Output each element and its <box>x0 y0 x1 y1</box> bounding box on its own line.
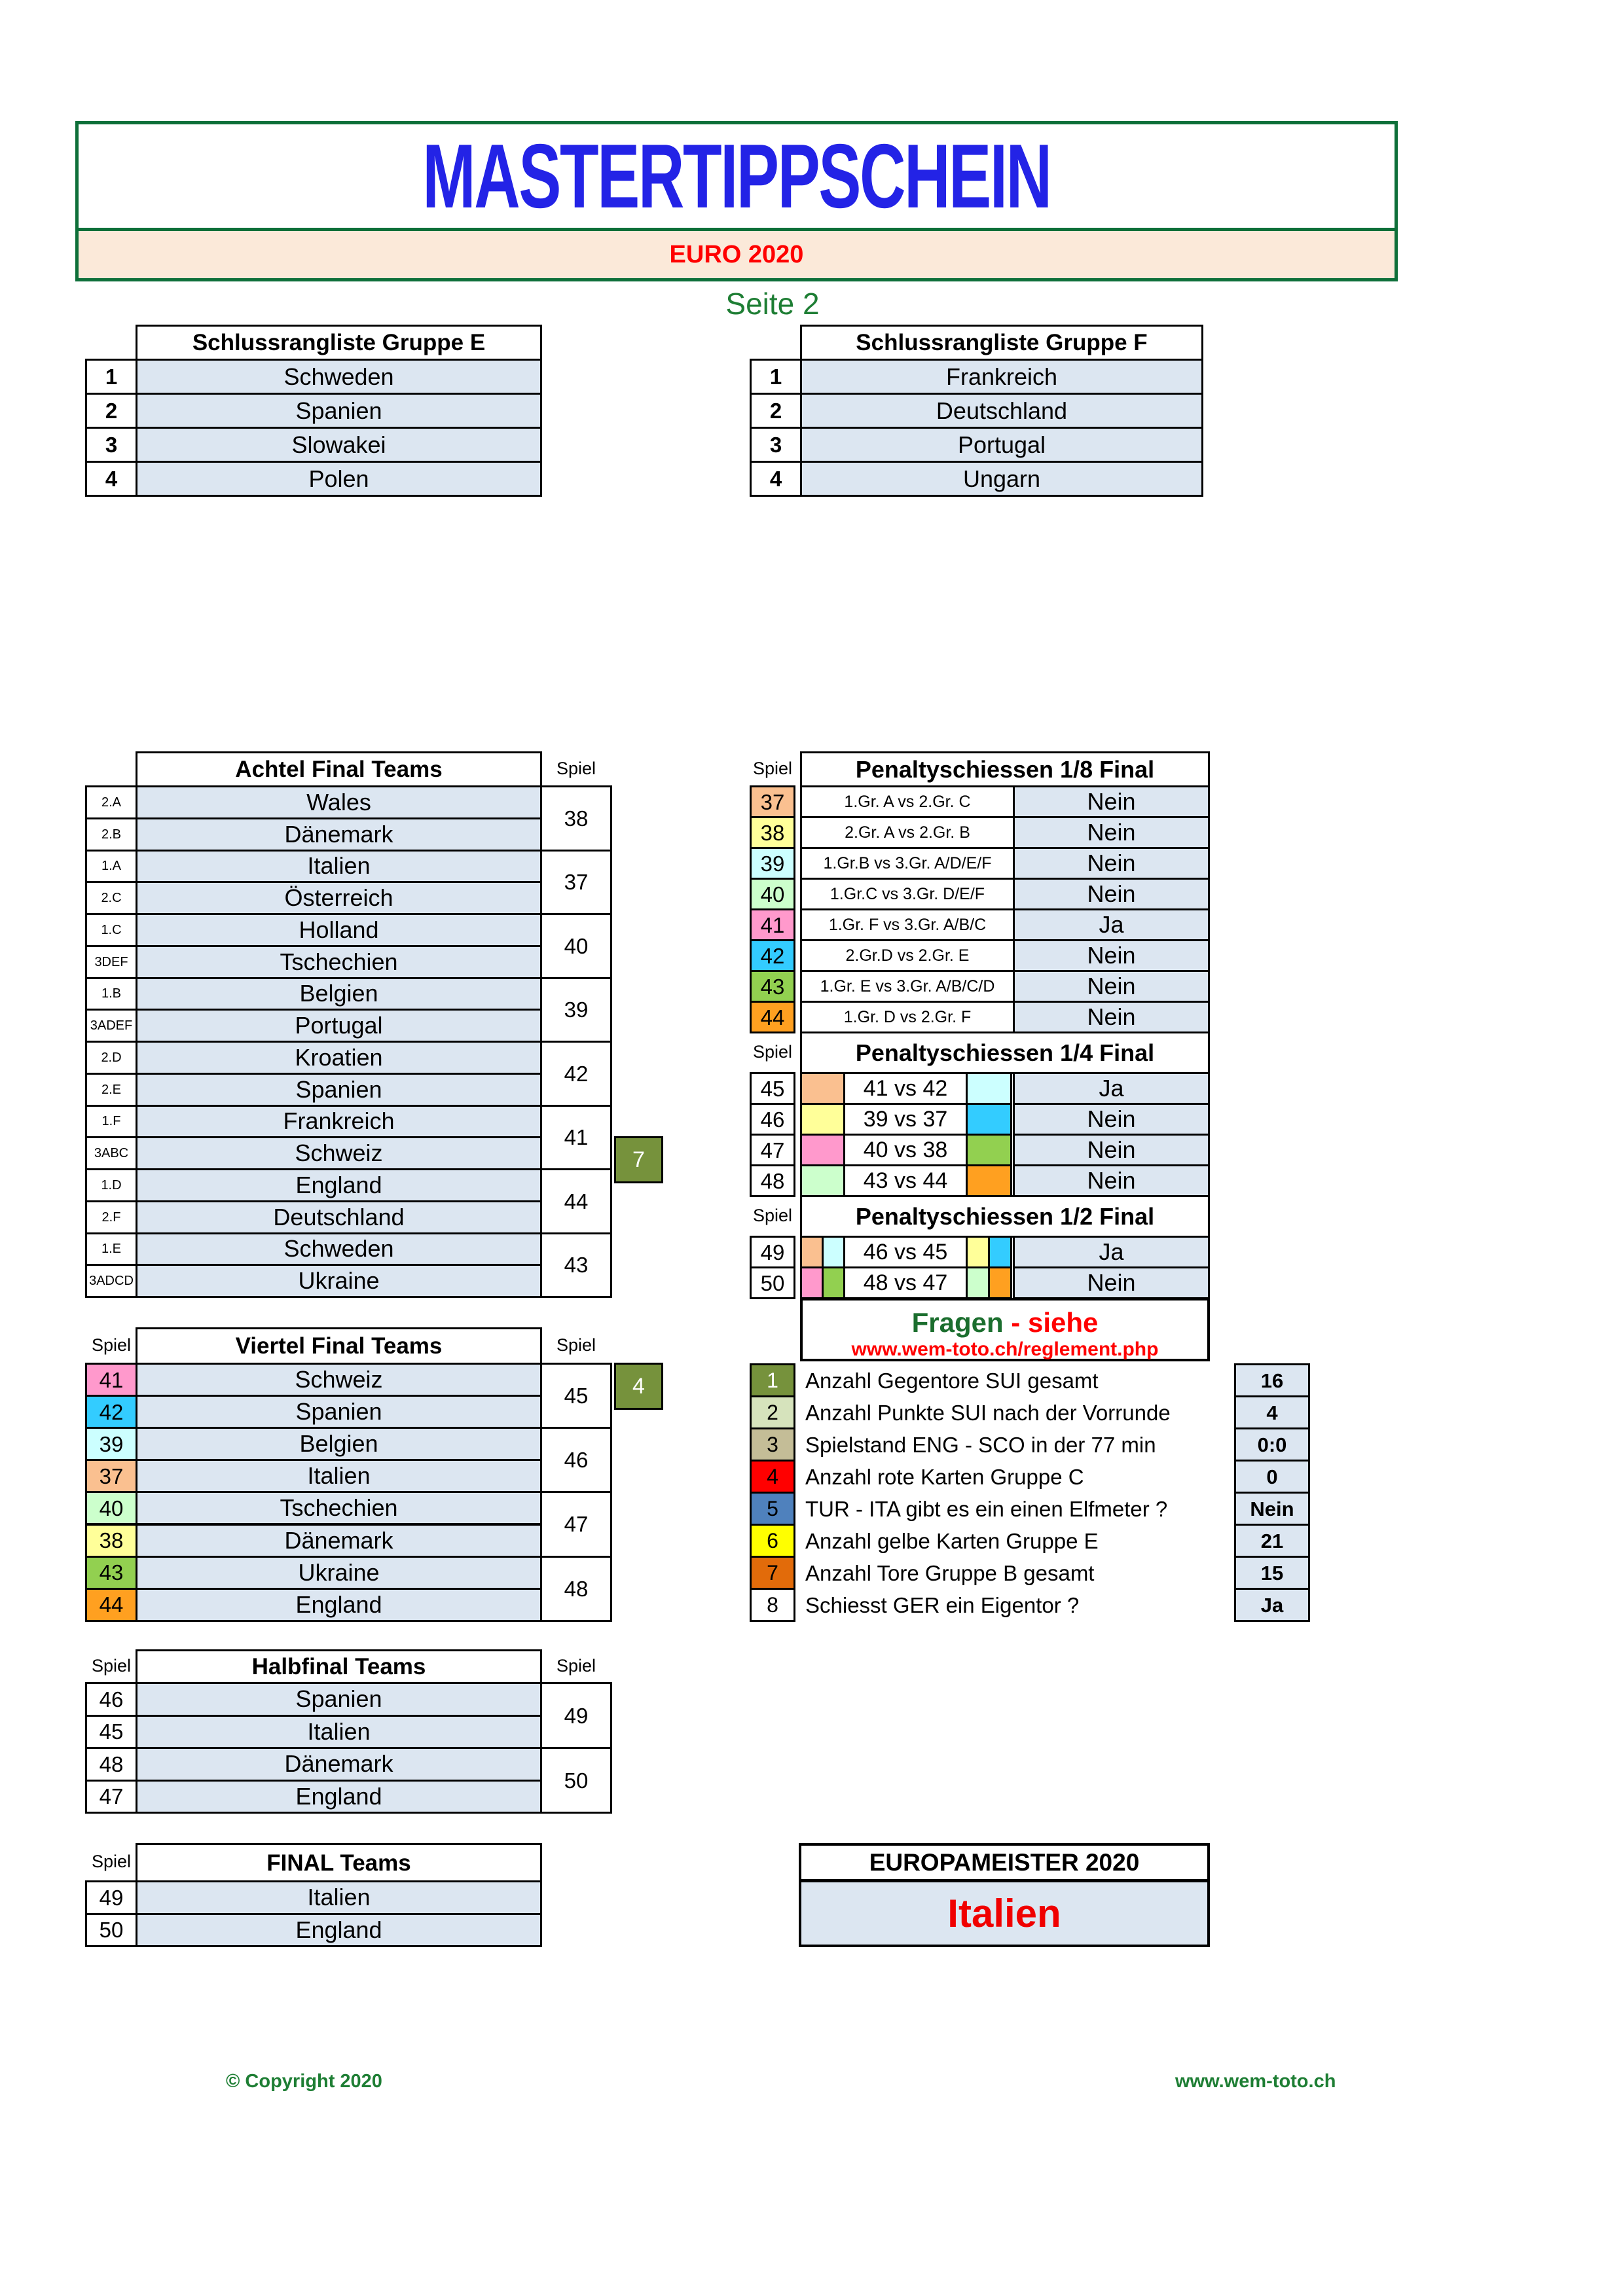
color-swatch <box>988 1236 1012 1268</box>
fragen-heading-red: - siehe <box>1003 1307 1099 1338</box>
question-text: Anzahl Punkte SUI nach der Vorrunde <box>805 1400 1171 1425</box>
team-cell: Belgien <box>136 977 542 1011</box>
spiel-number-cell: 38 <box>540 785 612 852</box>
answer-cell: Nein <box>1013 1103 1210 1136</box>
match-code-cell: 38 <box>85 1524 137 1558</box>
question-number-cell: 6 <box>750 1524 795 1558</box>
match-code-cell: 50 <box>85 1913 137 1948</box>
reglement-link[interactable]: www.wem-toto.ch/reglement.php <box>851 1338 1159 1360</box>
spiel-number-cell: 50 <box>750 1266 795 1299</box>
answer-cell: Nein <box>1013 847 1210 880</box>
answer-cell: Nein <box>1013 1001 1210 1033</box>
match-code-cell: 2.B <box>85 817 137 852</box>
table-title: Penaltyschiessen 1/8 Final <box>800 751 1210 787</box>
main-title: MASTERTIPPSCHEIN <box>422 125 1051 227</box>
spiel-number-cell: 43 <box>540 1232 612 1299</box>
team-cell: Kroatien <box>136 1041 542 1075</box>
match-code-cell: 3ADEF <box>85 1009 137 1043</box>
team-cell: Schweiz <box>136 1136 542 1170</box>
table-title: Penaltyschiessen 1/4 Final <box>800 1031 1210 1074</box>
question-number-cell: 4 <box>750 1460 795 1494</box>
answer-cell: Nein <box>1013 1134 1210 1166</box>
spiel-number-cell: 48 <box>750 1164 795 1197</box>
team-cell: England <box>136 1588 542 1622</box>
team-cell: Italien <box>136 1715 542 1749</box>
question-text: Anzahl Tore Gruppe B gesamt <box>805 1560 1095 1585</box>
answer-cell: Ja <box>1013 1072 1210 1105</box>
question-answer-cell: 0 <box>1234 1460 1310 1494</box>
match-code-cell: 1.B <box>85 977 137 1011</box>
color-swatch <box>988 1266 1012 1299</box>
match-cell: 46 vs 45 <box>843 1236 968 1268</box>
match-code-cell: 48 <box>85 1747 137 1782</box>
question-number-cell: 2 <box>750 1395 795 1429</box>
copyright-note: © Copyright 2020 <box>226 2070 382 2092</box>
color-swatch <box>966 1236 990 1268</box>
team-cell: Belgien <box>136 1427 542 1461</box>
question-number-cell: 3 <box>750 1427 795 1462</box>
team-cell: Deutschland <box>136 1200 542 1234</box>
spiel-column-label: Spiel <box>91 1655 132 1676</box>
spiel-column-label: Spiel <box>556 758 596 778</box>
team-cell: Portugal <box>136 1009 542 1043</box>
rank-cell: 3 <box>750 427 802 463</box>
team-cell: England <box>136 1780 542 1814</box>
spiel-number-cell: 49 <box>750 1236 795 1268</box>
match-code-cell: 1.F <box>85 1105 137 1139</box>
team-cell: Tschechien <box>136 1491 542 1525</box>
question-text: TUR - ITA gibt es ein einen Elfmeter ? <box>805 1496 1168 1521</box>
rank-cell: 2 <box>85 393 137 429</box>
question-answer-cell: Ja <box>1234 1588 1310 1622</box>
match-code-cell: 1.C <box>85 913 137 947</box>
match-code-cell: 47 <box>85 1780 137 1814</box>
fragen-heading <box>803 1307 1207 1338</box>
spiel-column-label: Spiel <box>556 1335 596 1355</box>
team-cell: Spanien <box>136 1073 542 1107</box>
match-code-cell: 1.A <box>85 850 137 884</box>
match-cell: 1.Gr. F vs 3.Gr. A/B/C <box>800 908 1015 941</box>
match-cell: 48 vs 47 <box>843 1266 968 1299</box>
match-code-cell: 44 <box>85 1588 137 1622</box>
question-text: Schiesst GER ein Eigentor ? <box>805 1592 1080 1617</box>
page-label: Seite 2 <box>725 287 820 321</box>
spiel-number-cell: 37 <box>540 850 612 916</box>
spiel-number-cell: 48 <box>540 1556 612 1622</box>
table-title: Achtel Final Teams <box>136 751 542 787</box>
match-code-cell: 1.E <box>85 1232 137 1266</box>
color-swatch <box>800 1164 845 1197</box>
spiel-number-cell: 44 <box>750 1001 795 1033</box>
team-cell: Portugal <box>800 427 1203 463</box>
team-cell: Spanien <box>136 1395 542 1429</box>
fragen-heading-green: Fragen <box>911 1307 1004 1338</box>
spiel-number-cell: 40 <box>750 878 795 910</box>
spiel-number-cell: 49 <box>540 1682 612 1749</box>
color-swatch <box>800 1266 824 1299</box>
europameister-winner: Italien <box>799 1880 1210 1947</box>
spiel-column-label: Spiel <box>752 758 793 778</box>
spiel-column-label: Spiel <box>556 1655 596 1676</box>
team-cell: England <box>136 1168 542 1202</box>
team-cell: Italien <box>136 1459 542 1493</box>
answer-cell: Nein <box>1013 939 1210 972</box>
spiel-number-cell: 47 <box>750 1134 795 1166</box>
spiel-number-cell: 37 <box>750 785 795 818</box>
team-cell: Holland <box>136 913 542 947</box>
spiel-column-label: Spiel <box>752 1041 793 1062</box>
question-answer-cell: 15 <box>1234 1556 1310 1590</box>
match-code-cell: 45 <box>85 1715 137 1749</box>
subtitle: EURO 2020 <box>669 240 804 268</box>
spiel-number-cell: 43 <box>750 970 795 1003</box>
match-cell: 43 vs 44 <box>843 1164 968 1197</box>
team-cell: Tschechien <box>136 945 542 979</box>
match-cell: 39 vs 37 <box>843 1103 968 1136</box>
table-title: FINAL Teams <box>136 1843 542 1882</box>
question-answer-cell: 0:0 <box>1234 1427 1310 1462</box>
spiel-column-label: Spiel <box>752 1205 793 1225</box>
match-code-cell: 41 <box>85 1363 137 1397</box>
answer-cell: Nein <box>1013 785 1210 818</box>
team-cell: Polen <box>136 461 542 497</box>
spiel-number-cell: 45 <box>540 1363 612 1429</box>
match-cell: 1.Gr.B vs 3.Gr. A/D/E/F <box>800 847 1015 880</box>
website-link[interactable]: www.wem-toto.ch <box>1175 2070 1336 2092</box>
question-number-cell: 5 <box>750 1492 795 1526</box>
color-swatch <box>800 1236 824 1268</box>
question-text: Spielstand ENG - SCO in der 77 min <box>805 1432 1156 1457</box>
match-code-cell: 42 <box>85 1395 137 1429</box>
match-cell: 40 vs 38 <box>843 1134 968 1166</box>
spiel-number-cell: 46 <box>750 1103 795 1136</box>
team-cell: Österreich <box>136 881 542 915</box>
match-cell: 1.Gr. A vs 2.Gr. C <box>800 785 1015 818</box>
question-text: Anzahl rote Karten Gruppe C <box>805 1464 1084 1489</box>
match-code-cell: 46 <box>85 1682 137 1717</box>
color-swatch <box>966 1134 1012 1166</box>
rank-cell: 1 <box>750 359 802 395</box>
color-swatch <box>966 1266 990 1299</box>
tip-badge: 7 <box>614 1136 663 1183</box>
color-swatch <box>800 1134 845 1166</box>
answer-cell: Nein <box>1013 970 1210 1003</box>
rank-cell: 2 <box>750 393 802 429</box>
team-cell: Schweiz <box>136 1363 542 1397</box>
match-cell: 2.Gr. A vs 2.Gr. B <box>800 816 1015 849</box>
team-cell: Ukraine <box>136 1264 542 1298</box>
answer-cell: Ja <box>1013 1236 1210 1268</box>
team-cell: Frankreich <box>136 1105 542 1139</box>
match-code-cell: 2.A <box>85 785 137 819</box>
answer-cell: Nein <box>1013 1164 1210 1197</box>
answer-cell: Ja <box>1013 908 1210 941</box>
team-cell: Slowakei <box>136 427 542 463</box>
team-cell: Spanien <box>136 1682 542 1717</box>
match-code-cell: 49 <box>85 1880 137 1915</box>
team-cell: Italien <box>136 1880 542 1915</box>
table-title: Halbfinal Teams <box>136 1649 542 1684</box>
europameister-header: EUROPAMEISTER 2020 <box>799 1843 1210 1882</box>
match-code-cell: 43 <box>85 1556 137 1590</box>
color-swatch <box>800 1103 845 1136</box>
team-cell: Schweden <box>136 359 542 395</box>
spiel-number-cell: 41 <box>540 1105 612 1171</box>
table-title: Schlussrangliste Gruppe E <box>136 325 542 361</box>
match-code-cell: 3DEF <box>85 945 137 979</box>
spiel-number-cell: 38 <box>750 816 795 849</box>
question-text: Anzahl gelbe Karten Gruppe E <box>805 1528 1099 1553</box>
spiel-number-cell: 42 <box>540 1041 612 1107</box>
tip-badge: 4 <box>614 1363 663 1410</box>
spiel-column-label: Spiel <box>91 1335 132 1355</box>
rank-cell: 3 <box>85 427 137 463</box>
fragen-box <box>800 1298 1210 1361</box>
spiel-number-cell: 40 <box>540 913 612 979</box>
match-code-cell: 2.E <box>85 1073 137 1107</box>
spiel-number-cell: 41 <box>750 908 795 941</box>
team-cell: Dänemark <box>136 817 542 852</box>
question-number-cell: 8 <box>750 1588 795 1622</box>
match-code-cell: 37 <box>85 1459 137 1493</box>
color-swatch <box>822 1266 845 1299</box>
spiel-number-cell: 50 <box>540 1747 612 1814</box>
answer-cell: Nein <box>1013 878 1210 910</box>
match-cell: 2.Gr.D vs 2.Gr. E <box>800 939 1015 972</box>
match-code-cell: 3ABC <box>85 1136 137 1170</box>
team-cell: Frankreich <box>800 359 1203 395</box>
match-code-cell: 2.C <box>85 881 137 915</box>
team-cell: Spanien <box>136 393 542 429</box>
team-cell: Dänemark <box>136 1747 542 1782</box>
team-cell: Italien <box>136 850 542 884</box>
question-answer-cell: 16 <box>1234 1363 1310 1397</box>
spiel-number-cell: 44 <box>540 1168 612 1234</box>
team-cell: Dänemark <box>136 1524 542 1558</box>
spiel-column-label: Spiel <box>91 1852 132 1871</box>
spiel-number-cell: 39 <box>540 977 612 1043</box>
spiel-number-cell: 47 <box>540 1491 612 1557</box>
question-number-cell: 7 <box>750 1556 795 1590</box>
team-cell: Ungarn <box>800 461 1203 497</box>
rank-cell: 4 <box>750 461 802 497</box>
color-swatch <box>800 1072 845 1105</box>
table-title: Viertel Final Teams <box>136 1327 542 1365</box>
spiel-number-cell: 46 <box>540 1427 612 1493</box>
match-cell: 41 vs 42 <box>843 1072 968 1105</box>
team-cell: England <box>136 1913 542 1948</box>
match-code-cell: 1.D <box>85 1168 137 1202</box>
team-cell: Deutschland <box>800 393 1203 429</box>
color-swatch <box>966 1164 1012 1197</box>
match-code-cell: 3ADCD <box>85 1264 137 1298</box>
spiel-number-cell: 42 <box>750 939 795 972</box>
match-cell: 1.Gr. E vs 3.Gr. A/B/C/D <box>800 970 1015 1003</box>
match-code-cell: 2.F <box>85 1200 137 1234</box>
match-code-cell: 40 <box>85 1491 137 1525</box>
match-code-cell: 2.D <box>85 1041 137 1075</box>
match-cell: 1.Gr. D vs 2.Gr. F <box>800 1001 1015 1033</box>
question-answer-cell: 4 <box>1234 1395 1310 1429</box>
question-text: Anzahl Gegentore SUI gesamt <box>805 1368 1099 1393</box>
rank-cell: 1 <box>85 359 137 395</box>
color-swatch <box>966 1072 1012 1105</box>
spiel-number-cell: 45 <box>750 1072 795 1105</box>
table-title: Schlussrangliste Gruppe F <box>800 325 1203 361</box>
match-cell: 1.Gr.C vs 3.Gr. D/E/F <box>800 878 1015 910</box>
subtitle-strip <box>79 228 1395 278</box>
question-answer-cell: 21 <box>1234 1524 1310 1558</box>
team-cell: Ukraine <box>136 1556 542 1590</box>
question-answer-cell: Nein <box>1234 1492 1310 1526</box>
match-code-cell: 39 <box>85 1427 137 1461</box>
team-cell: Schweden <box>136 1232 542 1266</box>
answer-cell: Nein <box>1013 816 1210 849</box>
color-swatch <box>822 1236 845 1268</box>
spiel-number-cell: 39 <box>750 847 795 880</box>
table-title: Penaltyschiessen 1/2 Final <box>800 1195 1210 1238</box>
question-number-cell: 1 <box>750 1363 795 1397</box>
answer-cell: Nein <box>1013 1266 1210 1299</box>
rank-cell: 4 <box>85 461 137 497</box>
team-cell: Wales <box>136 785 542 819</box>
title-box <box>75 121 1398 281</box>
color-swatch <box>966 1103 1012 1136</box>
